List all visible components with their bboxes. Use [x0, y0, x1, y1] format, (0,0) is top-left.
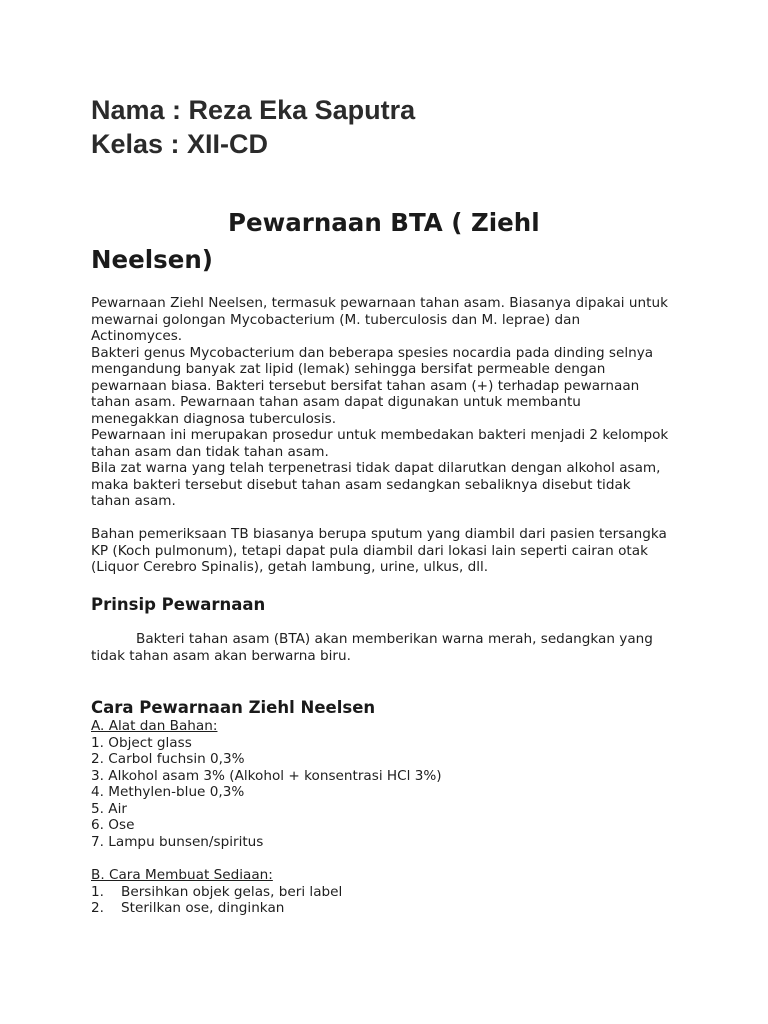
prep-step-number: 2. [91, 900, 104, 916]
intro-line: Pewarnaan ini merupakan prosedur untuk membedakan bakteri menjadi 2 kelompok [91, 427, 669, 443]
method-heading: Cara Pewarnaan Ziehl Neelsen [91, 698, 376, 717]
intro-line: mengandung banyak zat lipid (lemak) sehingga bersifat permeable dengan [91, 361, 606, 377]
intro-line: menegakkan diagnosa tuberculosis. [91, 410, 337, 427]
specimen-line: Bahan pemeriksaan TB biasanya berupa sputum yang diambil dari pasien tersangka [91, 526, 667, 542]
prep-subheading: B. Cara Membuat Sediaan: [91, 867, 273, 883]
intro-line: Bila zat warna yang telah terpenetrasi tidak dapat dilarutkan dengan alkohol asam, [91, 460, 661, 476]
prep-step-text: Sterilkan ose, dinginkan [121, 900, 285, 916]
tools-subheading: A. Alat dan Bahan: [91, 718, 218, 734]
intro-line: Pewarnaan Ziehl Neelsen, termasuk pewarnaan tahan asam. Biasanya dipakai untuk [91, 295, 668, 311]
tools-item: 3. Alkohol asam 3% (Alkohol + konsentrasi HCl 3%) [91, 767, 442, 784]
specimen-line: KP (Koch pulmonum), tetapi dapat pula diambil dari lokasi lain seperti cairan otak [91, 542, 648, 559]
principle-heading: Prinsip Pewarnaan [91, 595, 266, 614]
principle-paragraph [91, 631, 653, 664]
intro-line: Bakteri genus Mycobacterium dan beberapa spesies nocardia pada dinding selnya [91, 344, 654, 361]
specimen-line: (Liquor Cerebro Spinalis), getah lambung, urine, ulkus, dll. [91, 559, 489, 575]
tools-item: 4. Methylen-blue 0,3% [91, 784, 245, 800]
tools-list [91, 718, 442, 850]
intro-line: tahan asam. Pewarnaan tahan asam dapat digunakan untuk membantu [91, 394, 581, 410]
intro-paragraph [91, 295, 668, 510]
prep-list [91, 867, 342, 917]
intro-line: tahan asam. [91, 493, 176, 509]
document-title-line-1: Pewarnaan BTA ( Ziehl [228, 208, 540, 237]
intro-line: Actinomyces. [91, 328, 183, 344]
principle-line: tidak tahan asam akan berwarna biru. [91, 647, 351, 664]
principle-line: Bakteri tahan asam (BTA) akan memberikan warna merah, sedangkan yang [136, 631, 653, 647]
tools-item: 5. Air [91, 800, 127, 817]
prep-step [91, 884, 342, 901]
student-name: Nama : Reza Eka Saputra [91, 95, 416, 125]
intro-line: mewarnai golongan Mycobacterium (M. tuberculosis dan M. leprae) dan [91, 311, 581, 328]
tools-item: 1. Object glass [91, 734, 192, 751]
intro-line: pewarnaan biasa. Bakteri tersebut bersifat tahan asam (+) terhadap pewarnaan [91, 377, 640, 394]
document-title-line-2: Neelsen) [91, 245, 213, 274]
prep-step-text: Bersihkan objek gelas, beri label [121, 883, 343, 900]
tools-item: 2. Carbol fuchsin 0,3% [91, 751, 245, 767]
specimen-paragraph [91, 526, 667, 576]
tools-item: 7. Lampu bunsen/spiritus [91, 833, 264, 850]
intro-line: maka bakteri tersebut disebut tahan asam sedangkan sebaliknya disebut tidak [91, 476, 631, 493]
tools-item: 6. Ose [91, 817, 135, 833]
author-header [91, 93, 691, 161]
document-title [91, 204, 691, 278]
prep-step-number: 1. [91, 883, 104, 900]
student-class: Kelas : XII-CD [91, 129, 269, 159]
prep-step [91, 900, 342, 917]
intro-line: tahan asam dan tidak tahan asam. [91, 443, 329, 460]
